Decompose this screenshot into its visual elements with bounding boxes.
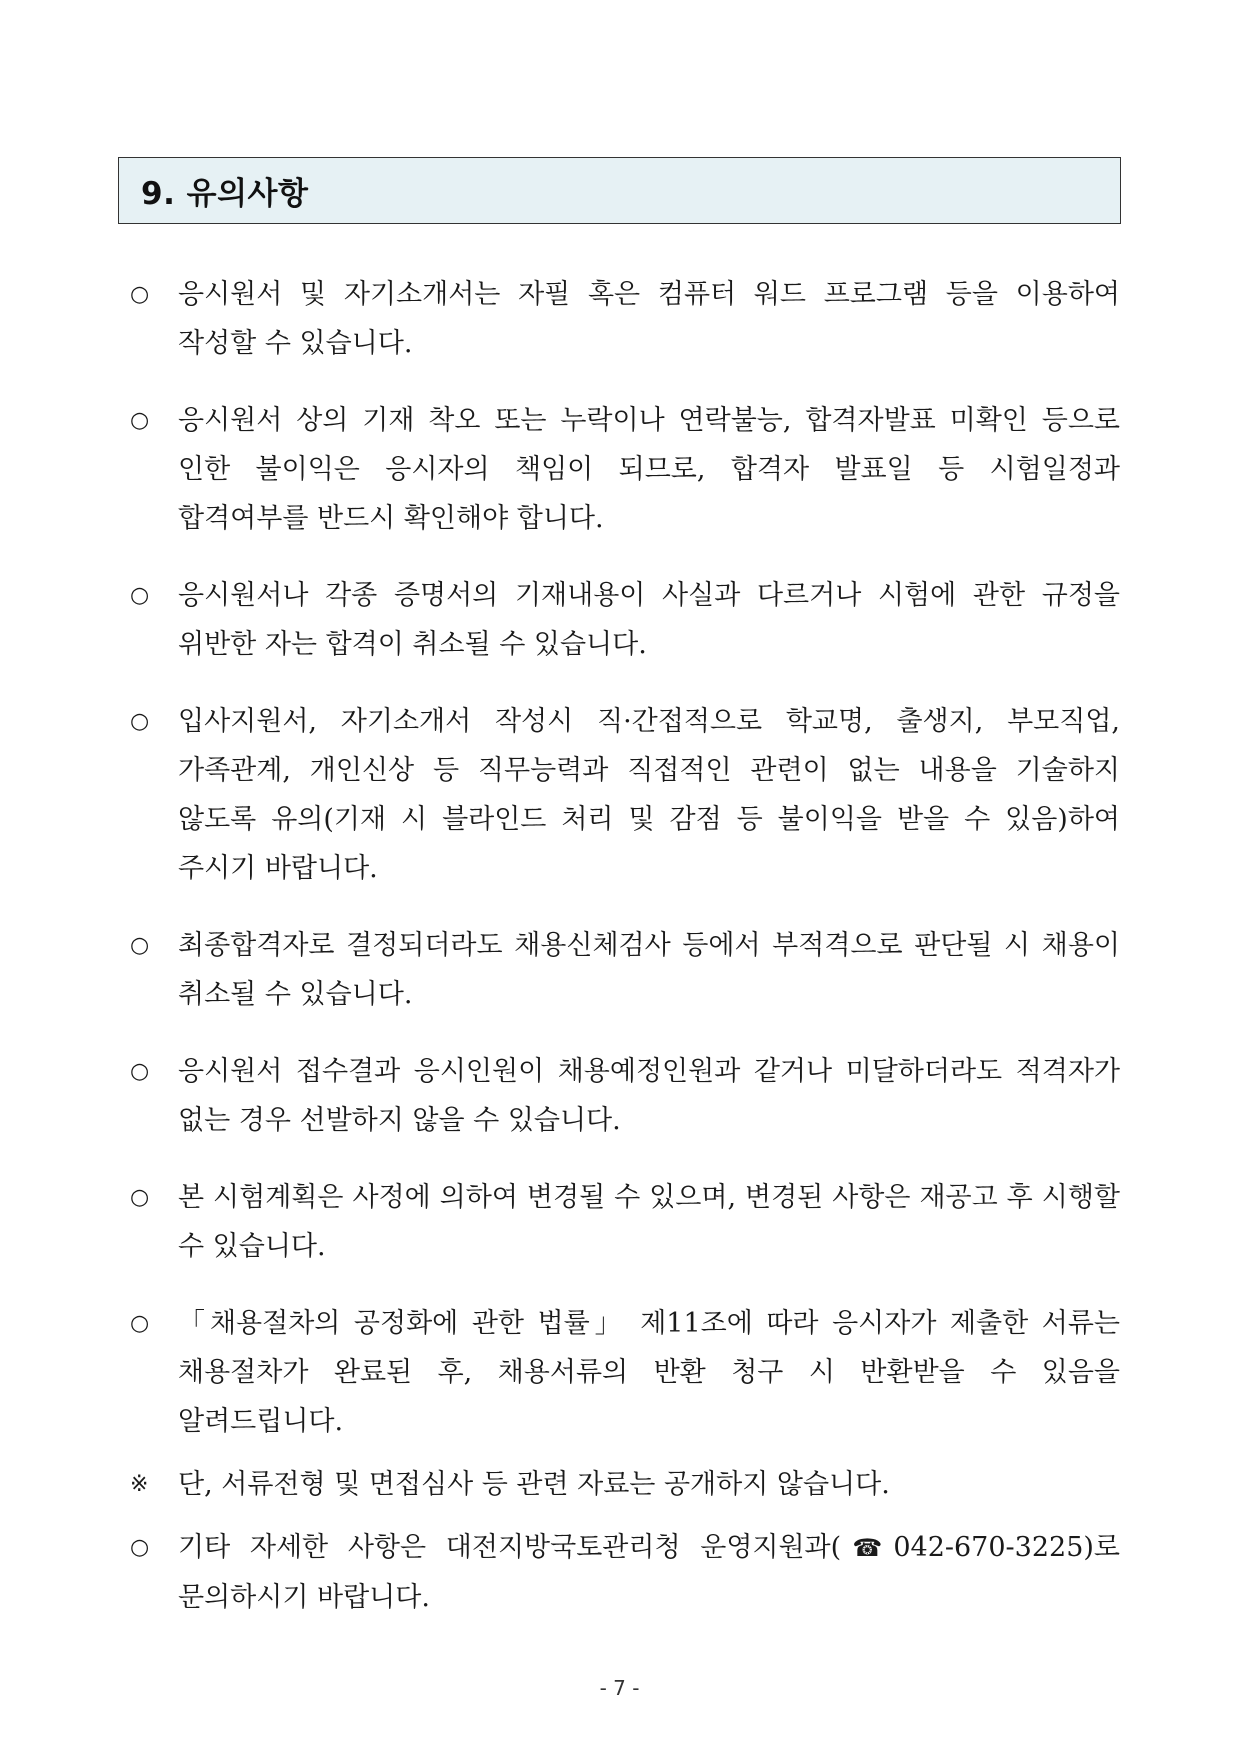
notice-item <box>130 921 1120 1019</box>
notice-text: 입사지원서, 자기소개서 작성시 직·간접적으로 학교명, 출생지, 부모직업, 가족관계, 개인신상 등 직무능력과 직접적인 관련이 없는 내용을 기술하지 않도록 유의(기재 시 블라인드 처리 및 감점 등 불이익을 받을 수 있음)하여 주시기 바랍니다. <box>178 706 1120 884</box>
bullet-circle-icon: ○ <box>130 933 150 958</box>
reference-mark-icon: ※ <box>130 1472 149 1497</box>
section-title: 9. 유의사항 <box>141 176 309 212</box>
notice-text: 응시원서나 각종 증명서의 기재내용이 사실과 다르거나 시험에 관한 규정을 위반한 자는 합격이 취소될 수 있습니다. <box>178 580 1120 660</box>
notice-text: 응시원서 상의 기재 착오 또는 누락이나 연락불능, 합격자발표 미확인 등으로 인한 불이익은 응시자의 책임이 되므로, 합격자 발표일 등 시험일정과 합격여부를 반드시 확인해야 합니다. <box>178 405 1120 534</box>
note-item <box>130 1460 1120 1509</box>
notice-text: 응시원서 및 자기소개서는 자필 혹은 컴퓨터 워드 프로그램 등을 이용하여 작성할 수 있습니다. <box>178 279 1120 359</box>
notice-item <box>130 270 1120 368</box>
note-text: 단, 서류전형 및 면접심사 등 관련 자료는 공개하지 않습니다. <box>178 1469 890 1500</box>
bullet-circle-icon: ○ <box>130 583 150 608</box>
notice-list <box>130 270 1120 1622</box>
contact-text-after: 042-670-3225)로 문의하시기 바랍니다. <box>178 1532 1120 1613</box>
bullet-circle-icon: ○ <box>130 1535 150 1560</box>
notice-text: 「채용절차의 공정화에 관한 법률」 제11조에 따라 응시자가 제출한 서류는 채용절차가 완료된 후, 채용서류의 반환 청구 시 반환받을 수 있음을 알려드립니다. <box>178 1308 1120 1437</box>
notice-item <box>130 396 1120 543</box>
page-number: - 7 - <box>599 1676 640 1700</box>
bullet-circle-icon: ○ <box>130 709 150 734</box>
notice-text: 최종합격자로 결정되더라도 채용신체검사 등에서 부적격으로 판단될 시 채용이 취소될 수 있습니다. <box>178 930 1120 1010</box>
bullet-circle-icon: ○ <box>130 1059 150 1084</box>
notice-item <box>130 697 1120 893</box>
contact-text <box>178 1523 1120 1622</box>
bullet-circle-icon: ○ <box>130 282 150 307</box>
notice-item <box>130 1047 1120 1145</box>
notice-item <box>130 571 1120 669</box>
bullet-circle-icon: ○ <box>130 1311 150 1336</box>
contact-text-before: 기타 자세한 사항은 대전지방국토관리청 운영지원과( <box>178 1532 842 1563</box>
notice-text: 응시원서 접수결과 응시인원이 채용예정인원과 같거나 미달하더라도 적격자가 없는 경우 선발하지 않을 수 있습니다. <box>178 1056 1120 1136</box>
section-header <box>118 157 1121 224</box>
contact-item <box>130 1523 1120 1622</box>
bullet-circle-icon: ○ <box>130 1185 150 1210</box>
phone-icon: ☎ <box>841 1534 894 1562</box>
notice-item <box>130 1299 1120 1446</box>
bullet-circle-icon: ○ <box>130 408 150 433</box>
notice-item <box>130 1173 1120 1271</box>
notice-text: 본 시험계획은 사정에 의하여 변경될 수 있으며, 변경된 사항은 재공고 후 시행할 수 있습니다. <box>178 1182 1120 1262</box>
